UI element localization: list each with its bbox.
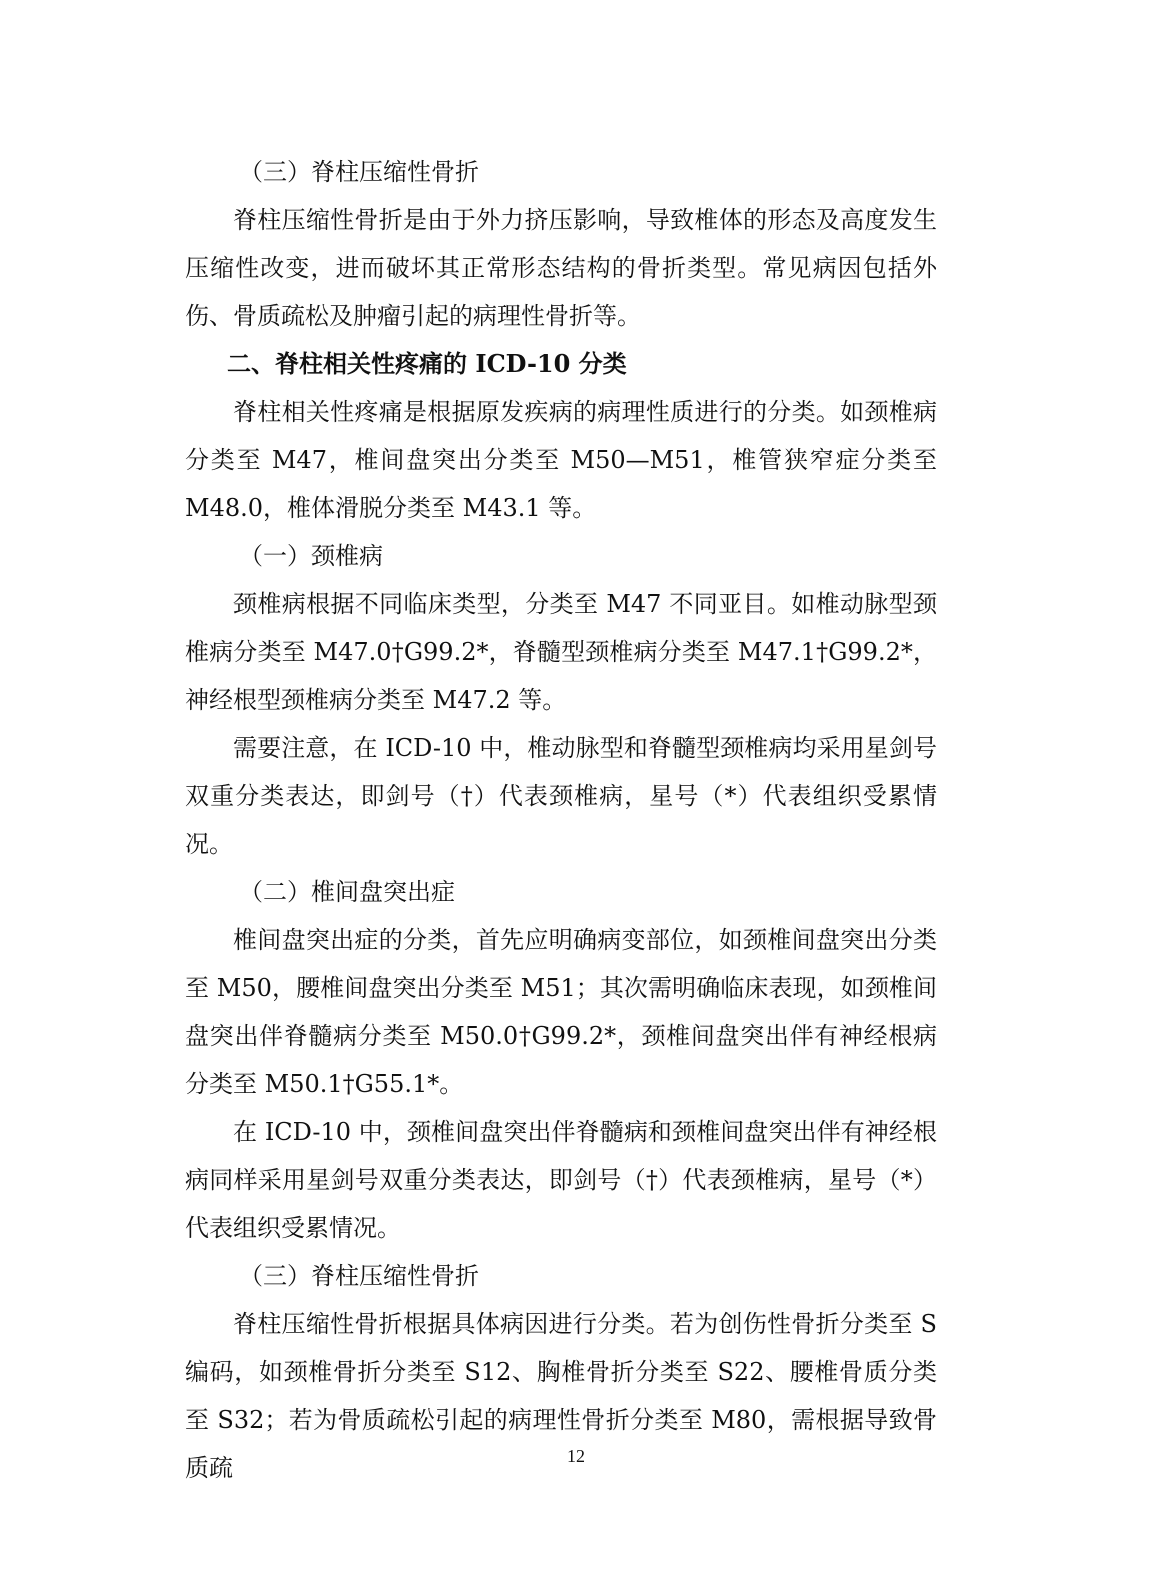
page-number: 12 — [567, 1446, 585, 1466]
section-heading-disc-herniation: （二）椎间盘突出症 — [239, 878, 455, 906]
paragraph-spinal-pain-classification: 脊柱相关性疼痛是根据原发疾病的病理性质进行的分类。如颈椎病分类至 M47，椎间盘突出分类至 M50—M51，椎管狭窄症分类至 M48.0，椎体滑脱分类至 M43.1 等。 — [185, 398, 937, 522]
paragraph-disc-herniation-classification: 椎间盘突出症的分类，首先应明确病变部位，如颈椎间盘突出分类至 M50，腰椎间盘突出分类至 M51；其次需明确临床表现，如颈椎间盘突出伴脊髓病分类至 M50.0†G99.2*，颈椎间盘突出伴有神经根病分类至 M50.1†G55.1*。 — [185, 926, 937, 1098]
document-body — [185, 148, 937, 1492]
section-heading-cervical-spondylosis: （一）颈椎病 — [239, 542, 383, 570]
paragraph-compression-fracture-classification: 脊柱压缩性骨折根据具体病因进行分类。若为创伤性骨折分类至 S 编码，如颈椎骨折分类至 S12、胸椎骨折分类至 S22、腰椎骨质分类至 S32；若为骨质疏松引起的病理性骨折分类至 M80，需根据导致骨质疏 — [185, 1310, 937, 1482]
paragraph-disc-dual-coding-note: 在 ICD-10 中，颈椎间盘突出伴脊髓病和颈椎间盘突出伴有神经根病同样采用星剑号双重分类表达，即剑号（†）代表颈椎病，星号（*）代表组织受累情况。 — [185, 1118, 937, 1242]
chapter-heading-icd10-classification: 二、脊柱相关性疼痛的 ICD-10 分类 — [227, 349, 627, 378]
section-heading-compression-fracture-classification: （三）脊柱压缩性骨折 — [239, 1262, 479, 1290]
paragraph-compression-fracture-definition: 脊柱压缩性骨折是由于外力挤压影响，导致椎体的形态及高度发生压缩性改变，进而破坏其正常形态结构的骨折类型。常见病因包括外伤、骨质疏松及肿瘤引起的病理性骨折等。 — [185, 206, 937, 330]
paragraph-cervical-spondylosis-types: 颈椎病根据不同临床类型，分类至 M47 不同亚目。如椎动脉型颈椎病分类至 M47.0†G99.2*，脊髓型颈椎病分类至 M47.1†G99.2*，神经根型颈椎病分类至 M47.2 等。 — [185, 590, 937, 714]
section-heading-compression-fracture: （三）脊柱压缩性骨折 — [239, 158, 479, 186]
paragraph-cervical-dual-coding-note: 需要注意，在 ICD-10 中，椎动脉型和脊髓型颈椎病均采用星剑号双重分类表达，即剑号（†）代表颈椎病，星号（*）代表组织受累情况。 — [185, 734, 937, 858]
